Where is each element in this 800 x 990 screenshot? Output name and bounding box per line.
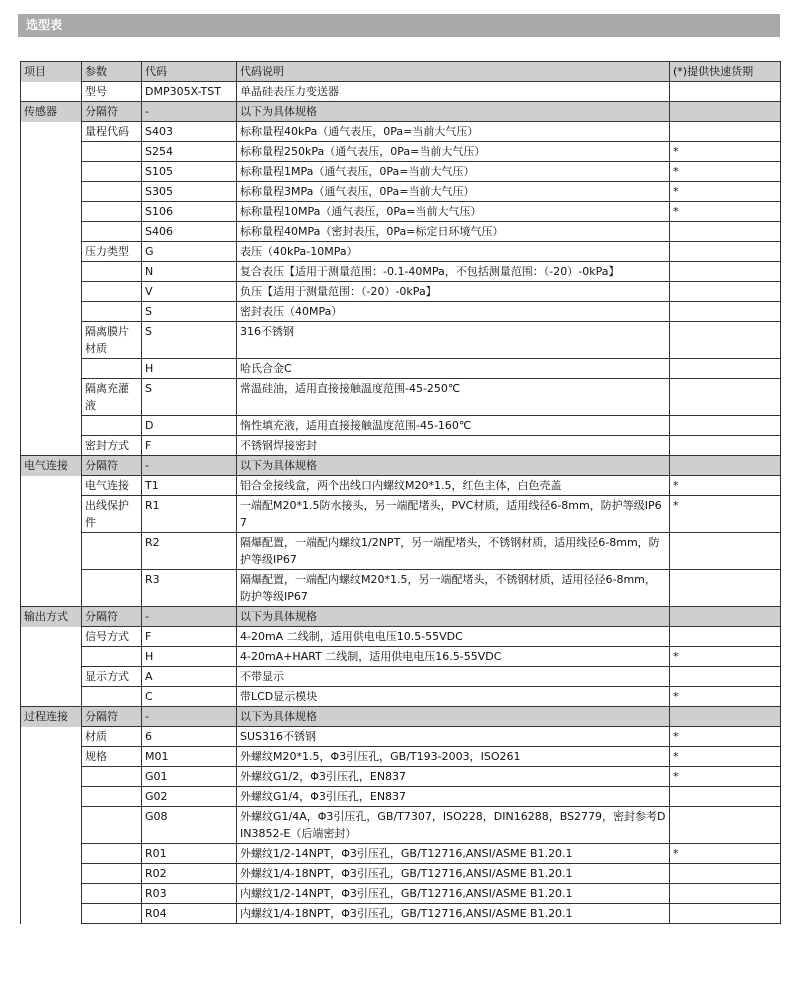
cell-param bbox=[82, 282, 142, 302]
cell-desc: 负压【适用于测量范围：（-20）-0kPa】 bbox=[237, 282, 670, 302]
cell-fast-delivery bbox=[670, 222, 781, 242]
cell-code: S305 bbox=[142, 182, 237, 202]
cell-desc: 复合表压【适用于测量范围：-0.1-40MPa，不包括测量范围：（-20）-0kPa】 bbox=[237, 262, 670, 282]
cell-param: 分隔符 bbox=[82, 607, 142, 627]
cell-code: S bbox=[142, 379, 237, 416]
cell-fast-delivery bbox=[670, 607, 781, 627]
table-row bbox=[21, 570, 781, 607]
table-row bbox=[21, 359, 781, 379]
cell-fast-delivery bbox=[670, 787, 781, 807]
table-row bbox=[21, 864, 781, 884]
cell-param bbox=[82, 416, 142, 436]
cell-param bbox=[82, 647, 142, 667]
cell-desc: 哈氏合金C bbox=[237, 359, 670, 379]
cell-param bbox=[82, 904, 142, 924]
cell-code: - bbox=[142, 607, 237, 627]
cell-desc: 铝合金接线盒，两个出线口内螺纹M20*1.5，红色主体，白色壳盖 bbox=[237, 476, 670, 496]
cell-fast-delivery: * bbox=[670, 747, 781, 767]
cell-param: 密封方式 bbox=[82, 436, 142, 456]
cell-code: S bbox=[142, 322, 237, 359]
cell-code: S106 bbox=[142, 202, 237, 222]
cell-code: S254 bbox=[142, 142, 237, 162]
table-row bbox=[21, 379, 781, 416]
cell-item bbox=[21, 162, 82, 182]
cell-code: - bbox=[142, 707, 237, 727]
cell-param bbox=[82, 884, 142, 904]
cell-param bbox=[82, 767, 142, 787]
cell-code: R3 bbox=[142, 570, 237, 607]
cell-param bbox=[82, 162, 142, 182]
cell-item: 过程连接 bbox=[21, 707, 82, 727]
header-item: 项目 bbox=[21, 62, 82, 82]
cell-fast-delivery bbox=[670, 322, 781, 359]
table-row bbox=[21, 747, 781, 767]
cell-code: N bbox=[142, 262, 237, 282]
cell-param: 电气连接 bbox=[82, 476, 142, 496]
cell-code: A bbox=[142, 667, 237, 687]
cell-code: G bbox=[142, 242, 237, 262]
cell-fast-delivery: * bbox=[670, 162, 781, 182]
table-header-row bbox=[21, 62, 781, 82]
cell-code: V bbox=[142, 282, 237, 302]
cell-desc: 隔爆配置，一端配内螺纹M20*1.5，另一端配堵头，不锈钢材质，适用径径6-8mm，防护等级IP67 bbox=[237, 570, 670, 607]
table-row bbox=[21, 476, 781, 496]
cell-item bbox=[21, 379, 82, 416]
cell-item bbox=[21, 222, 82, 242]
cell-desc: 外螺纹G1/4A，Φ3引压孔，GB/T7307，ISO228，DIN16288，BS2779，密封参考DIN3852-E（后端密封） bbox=[237, 807, 670, 844]
table-row bbox=[21, 162, 781, 182]
cell-desc: 外螺纹1/4-18NPT，Φ3引压孔，GB/T12716,ANSI/ASME B1.20.1 bbox=[237, 864, 670, 884]
cell-param: 材质 bbox=[82, 727, 142, 747]
table-row bbox=[21, 222, 781, 242]
cell-param: 隔离充灌液 bbox=[82, 379, 142, 416]
cell-item bbox=[21, 727, 82, 747]
cell-item bbox=[21, 647, 82, 667]
table-row bbox=[21, 627, 781, 647]
cell-fast-delivery bbox=[670, 904, 781, 924]
cell-item bbox=[21, 242, 82, 262]
table-row bbox=[21, 282, 781, 302]
cell-code: R02 bbox=[142, 864, 237, 884]
cell-fast-delivery bbox=[670, 262, 781, 282]
cell-fast-delivery: * bbox=[670, 476, 781, 496]
table-row bbox=[21, 884, 781, 904]
cell-desc: 表压（40kPa-10MPa） bbox=[237, 242, 670, 262]
cell-item bbox=[21, 436, 82, 456]
cell-fast-delivery: * bbox=[670, 687, 781, 707]
cell-code: R03 bbox=[142, 884, 237, 904]
cell-param: 分隔符 bbox=[82, 707, 142, 727]
cell-fast-delivery bbox=[670, 379, 781, 416]
cell-param bbox=[82, 302, 142, 322]
category-row bbox=[21, 707, 781, 727]
cell-item bbox=[21, 322, 82, 359]
table-row bbox=[21, 533, 781, 570]
cell-desc: 外螺纹G1/4，Φ3引压孔，EN837 bbox=[237, 787, 670, 807]
cell-code: G08 bbox=[142, 807, 237, 844]
cell-fast-delivery bbox=[670, 359, 781, 379]
cell-desc: 标称量程40kPa（通气表压，0Pa=当前大气压） bbox=[237, 122, 670, 142]
cell-code: G01 bbox=[142, 767, 237, 787]
cell-param: 出线保护件 bbox=[82, 496, 142, 533]
cell-desc: 惰性填充液，适用直接接触温度范围-45-160℃ bbox=[237, 416, 670, 436]
cell-fast-delivery bbox=[670, 533, 781, 570]
cell-desc: 不锈钢焊接密封 bbox=[237, 436, 670, 456]
cell-fast-delivery bbox=[670, 416, 781, 436]
section-title: 选型表 bbox=[18, 14, 780, 37]
cell-fast-delivery bbox=[670, 82, 781, 102]
cell-param: 型号 bbox=[82, 82, 142, 102]
cell-desc: 外螺纹1/2-14NPT，Φ3引压孔，GB/T12716,ANSI/ASME B1.20.1 bbox=[237, 844, 670, 864]
table-row bbox=[21, 904, 781, 924]
cell-fast-delivery: * bbox=[670, 142, 781, 162]
cell-param: 显示方式 bbox=[82, 667, 142, 687]
table-body bbox=[21, 82, 781, 924]
cell-desc: 外螺纹G1/2，Φ3引压孔，EN837 bbox=[237, 767, 670, 787]
cell-item bbox=[21, 142, 82, 162]
cell-fast-delivery bbox=[670, 282, 781, 302]
cell-item bbox=[21, 302, 82, 322]
cell-code: S bbox=[142, 302, 237, 322]
cell-item bbox=[21, 262, 82, 282]
cell-desc: 标称量程250kPa（通气表压，0Pa=当前大气压） bbox=[237, 142, 670, 162]
cell-fast-delivery bbox=[670, 864, 781, 884]
table-row bbox=[21, 687, 781, 707]
cell-code: R01 bbox=[142, 844, 237, 864]
cell-param: 隔离膜片材质 bbox=[82, 322, 142, 359]
table-row bbox=[21, 242, 781, 262]
cell-desc: 316不锈钢 bbox=[237, 322, 670, 359]
cell-param: 分隔符 bbox=[82, 102, 142, 122]
cell-fast-delivery: * bbox=[670, 767, 781, 787]
cell-fast-delivery: * bbox=[670, 647, 781, 667]
table-row bbox=[21, 302, 781, 322]
table-row bbox=[21, 647, 781, 667]
cell-fast-delivery bbox=[670, 807, 781, 844]
cell-item bbox=[21, 533, 82, 570]
cell-fast-delivery: * bbox=[670, 202, 781, 222]
cell-item bbox=[21, 496, 82, 533]
cell-code: S403 bbox=[142, 122, 237, 142]
cell-code: F bbox=[142, 627, 237, 647]
cell-item bbox=[21, 282, 82, 302]
cell-param: 量程代码 bbox=[82, 122, 142, 142]
table-row bbox=[21, 844, 781, 864]
cell-desc: 以下为具体规格 bbox=[237, 607, 670, 627]
cell-fast-delivery bbox=[670, 242, 781, 262]
table-row bbox=[21, 82, 781, 102]
cell-fast-delivery bbox=[670, 627, 781, 647]
cell-item bbox=[21, 787, 82, 807]
cell-item bbox=[21, 627, 82, 647]
cell-code: T1 bbox=[142, 476, 237, 496]
cell-item bbox=[21, 884, 82, 904]
cell-item bbox=[21, 122, 82, 142]
cell-desc: 不带显示 bbox=[237, 667, 670, 687]
cell-item bbox=[21, 359, 82, 379]
selection-table bbox=[20, 61, 781, 924]
cell-item bbox=[21, 476, 82, 496]
cell-desc: 以下为具体规格 bbox=[237, 102, 670, 122]
category-row bbox=[21, 456, 781, 476]
cell-code: M01 bbox=[142, 747, 237, 767]
cell-code: R04 bbox=[142, 904, 237, 924]
header-fast-delivery: (*)提供快速货期 bbox=[670, 62, 781, 82]
header-code: 代码 bbox=[142, 62, 237, 82]
cell-code: S406 bbox=[142, 222, 237, 242]
cell-param bbox=[82, 222, 142, 242]
cell-param: 压力类型 bbox=[82, 242, 142, 262]
cell-code: R1 bbox=[142, 496, 237, 533]
cell-item bbox=[21, 844, 82, 864]
cell-code: H bbox=[142, 359, 237, 379]
cell-item: 输出方式 bbox=[21, 607, 82, 627]
cell-item bbox=[21, 687, 82, 707]
cell-fast-delivery: * bbox=[670, 727, 781, 747]
category-row bbox=[21, 607, 781, 627]
cell-item: 传感器 bbox=[21, 102, 82, 122]
table-row bbox=[21, 496, 781, 533]
cell-code: D bbox=[142, 416, 237, 436]
cell-param: 分隔符 bbox=[82, 456, 142, 476]
cell-param: 信号方式 bbox=[82, 627, 142, 647]
cell-desc: 标称量程40MPa（密封表压，0Pa=标定日环境气压） bbox=[237, 222, 670, 242]
cell-fast-delivery: * bbox=[670, 182, 781, 202]
header-desc: 代码说明 bbox=[237, 62, 670, 82]
cell-code: H bbox=[142, 647, 237, 667]
cell-code: S105 bbox=[142, 162, 237, 182]
cell-fast-delivery bbox=[670, 707, 781, 727]
cell-desc: 标称量程1MPa（通气表压，0Pa=当前大气压） bbox=[237, 162, 670, 182]
cell-item: 电气连接 bbox=[21, 456, 82, 476]
cell-code: - bbox=[142, 102, 237, 122]
cell-fast-delivery: * bbox=[670, 844, 781, 864]
cell-fast-delivery bbox=[670, 456, 781, 476]
cell-fast-delivery bbox=[670, 884, 781, 904]
header-param: 参数 bbox=[82, 62, 142, 82]
cell-param bbox=[82, 864, 142, 884]
cell-item bbox=[21, 767, 82, 787]
cell-item bbox=[21, 904, 82, 924]
cell-code: - bbox=[142, 456, 237, 476]
cell-param bbox=[82, 687, 142, 707]
table-row bbox=[21, 787, 781, 807]
cell-param bbox=[82, 182, 142, 202]
cell-param bbox=[82, 202, 142, 222]
cell-desc: 带LCD显示模块 bbox=[237, 687, 670, 707]
cell-code: G02 bbox=[142, 787, 237, 807]
cell-param bbox=[82, 262, 142, 282]
cell-desc: 内螺纹1/4-18NPT，Φ3引压孔，GB/T12716,ANSI/ASME B1.20.1 bbox=[237, 904, 670, 924]
table-row bbox=[21, 142, 781, 162]
table-row bbox=[21, 436, 781, 456]
cell-desc: 一端配M20*1.5防水接头，另一端配堵头，PVC材质，适用线径6-8mm，防护等级IP67 bbox=[237, 496, 670, 533]
cell-desc: 单晶硅表压力变送器 bbox=[237, 82, 670, 102]
cell-item bbox=[21, 82, 82, 102]
cell-code: DMP305X-TST bbox=[142, 82, 237, 102]
cell-fast-delivery bbox=[670, 436, 781, 456]
cell-param bbox=[82, 533, 142, 570]
cell-desc: 标称量程3MPa（通气表压，0Pa=当前大气压） bbox=[237, 182, 670, 202]
table-row bbox=[21, 202, 781, 222]
category-row bbox=[21, 102, 781, 122]
cell-item bbox=[21, 747, 82, 767]
cell-param bbox=[82, 142, 142, 162]
cell-desc: 标称量程10MPa（通气表压，0Pa=当前大气压） bbox=[237, 202, 670, 222]
cell-item bbox=[21, 667, 82, 687]
cell-fast-delivery bbox=[670, 667, 781, 687]
cell-fast-delivery bbox=[670, 122, 781, 142]
cell-item bbox=[21, 416, 82, 436]
cell-param bbox=[82, 359, 142, 379]
table-row bbox=[21, 322, 781, 359]
cell-desc: 4-20mA+HART 二线制，适用供电电压16.5-55VDC bbox=[237, 647, 670, 667]
cell-desc: 外螺纹M20*1.5，Φ3引压孔，GB/T193-2003，ISO261 bbox=[237, 747, 670, 767]
cell-item bbox=[21, 202, 82, 222]
table-row bbox=[21, 667, 781, 687]
table-row bbox=[21, 182, 781, 202]
cell-item bbox=[21, 864, 82, 884]
table-row bbox=[21, 122, 781, 142]
cell-fast-delivery bbox=[670, 570, 781, 607]
cell-desc: 内螺纹1/2-14NPT，Φ3引压孔，GB/T12716,ANSI/ASME B1.20.1 bbox=[237, 884, 670, 904]
table-row bbox=[21, 416, 781, 436]
cell-code: 6 bbox=[142, 727, 237, 747]
cell-desc: 密封表压（40MPa） bbox=[237, 302, 670, 322]
cell-fast-delivery bbox=[670, 302, 781, 322]
cell-desc: 4-20mA 二线制，适用供电电压10.5-55VDC bbox=[237, 627, 670, 647]
cell-desc: 隔爆配置，一端配内螺纹1/2NPT，另一端配堵头，不锈钢材质，适用线径6-8mm，防护等级IP67 bbox=[237, 533, 670, 570]
cell-code: R2 bbox=[142, 533, 237, 570]
cell-desc: 以下为具体规格 bbox=[237, 707, 670, 727]
cell-item bbox=[21, 182, 82, 202]
table-row bbox=[21, 727, 781, 747]
cell-code: F bbox=[142, 436, 237, 456]
cell-desc: 常温硅油，适用直接接触温度范围-45-250℃ bbox=[237, 379, 670, 416]
cell-param bbox=[82, 787, 142, 807]
cell-code: C bbox=[142, 687, 237, 707]
cell-fast-delivery bbox=[670, 102, 781, 122]
cell-desc: SUS316不锈钢 bbox=[237, 727, 670, 747]
cell-item bbox=[21, 570, 82, 607]
cell-desc: 以下为具体规格 bbox=[237, 456, 670, 476]
table-row bbox=[21, 262, 781, 282]
cell-fast-delivery: * bbox=[670, 496, 781, 533]
cell-param bbox=[82, 844, 142, 864]
cell-param: 规格 bbox=[82, 747, 142, 767]
cell-param bbox=[82, 807, 142, 844]
table-row bbox=[21, 807, 781, 844]
table-row bbox=[21, 767, 781, 787]
cell-param bbox=[82, 570, 142, 607]
cell-item bbox=[21, 807, 82, 844]
